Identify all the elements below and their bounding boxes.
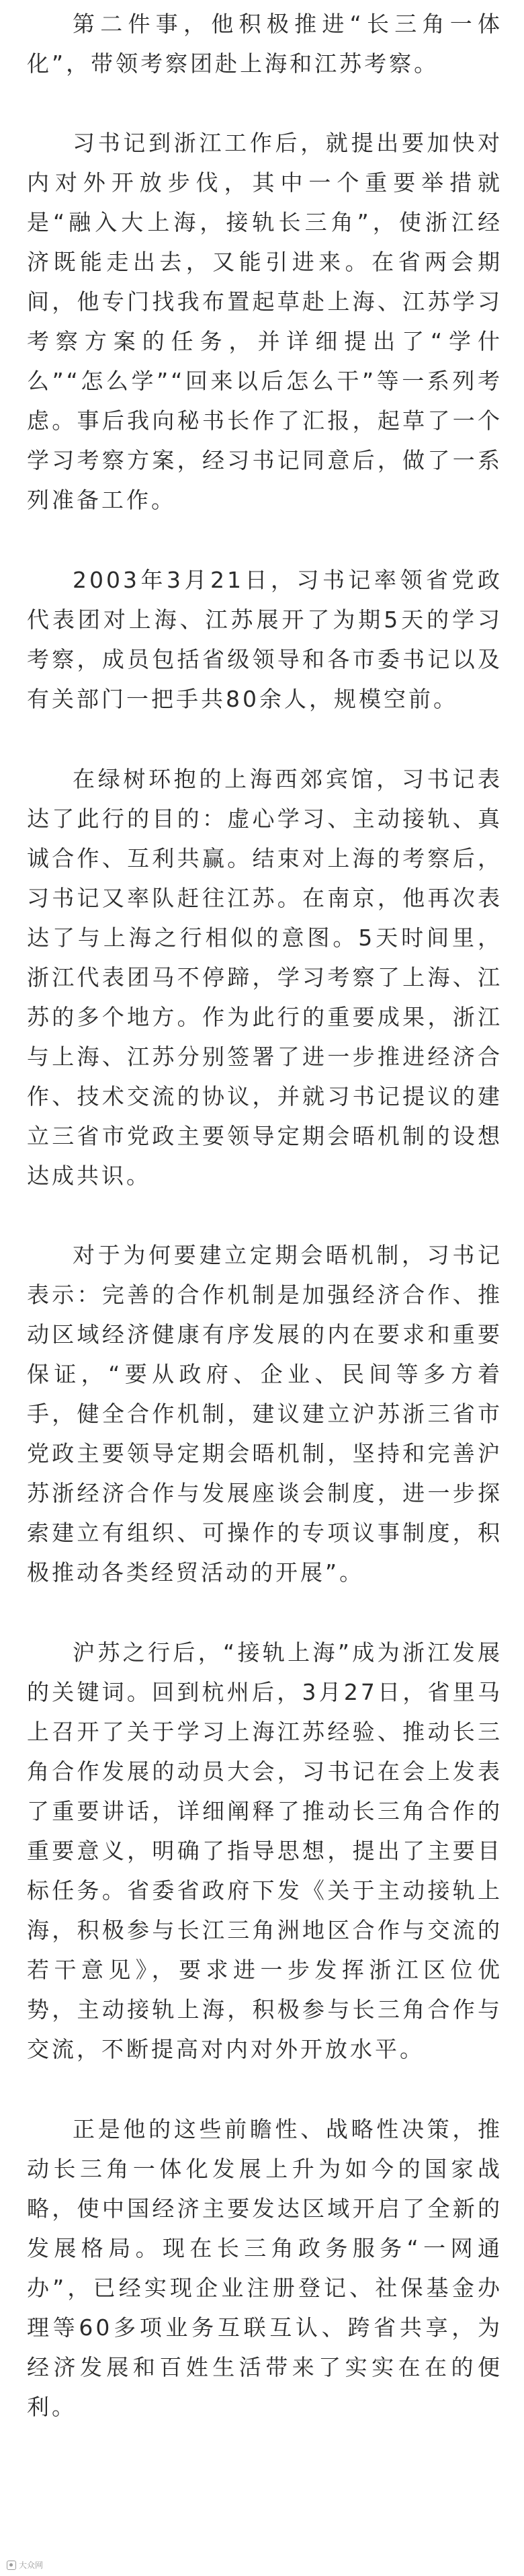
article-paragraph: 对于为何要建立定期会晤机制，习书记表示：完善的合作机制是加强经济合作、推动区域经济健康有序发展的内在要求和重要保证，“要从政府、企业、民间等多方着手，健全合作机制，建议建立沪苏浙三省市党政主要领导定期会晤机制，坚持和完善沪苏浙经济合作与发展座谈会制度，进一步探索建立有组织、可操作的专项议事制度，积极推动各类经贸活动的开展”。 — [27, 1242, 503, 1586]
article-paragraph: 2003年3月21日，习书记率领省党政代表团对上海、江苏展开了为期5天的学习考察，成员包括省级领导和各市委书记以及有关部门一把手共80余人，规模空前。 — [27, 567, 503, 712]
article-paragraph: 第二件事，他积极推进“长三角一体化”，带领考察团赴上海和江苏考察。 — [27, 11, 503, 77]
article-paragraph: 在绿树环抱的上海西郊宾馆，习书记表达了此行的目的：虚心学习、主动接轨、真诚合作、互利共赢。结束对上海的考察后，习书记又率队赶往江苏。在南京，他再次表达了与上海之行相似的意图。5天时间里，浙江代表团马不停蹄，学习考察了上海、江苏的多个地方。作为此行的重要成果，浙江与上海、江苏分别签署了进一步推进经济合作、技术交流的协议，并就习书记提议的建立三省市党政主要领导定期会晤机制的设想达成共识。 — [27, 766, 503, 1189]
article-paragraph: 沪苏之行后，“接轨上海”成为浙江发展的关键词。回到杭州后，3月27日，省里马上召开了关于学习上海江苏经验、推动长三角合作发展的动员大会，习书记在会上发表了重要讲话，详细阐释了推动长三角合作的重要意义，明确了指导思想，提出了主要目标任务。省委省政府下发《关于主动接轨上海，积极参与长江三角洲地区合作与交流的若干意见》，要求进一步发挥浙江区位优势，主动接轨上海，积极参与长三角合作与交流，不断提高对内对外开放水平。 — [27, 1639, 503, 2062]
article-paragraph: 正是他的这些前瞻性、战略性决策，推动长三角一体化发展上升为如今的国家战略，使中国经济主要发达区域开启了全新的发展格局。现在长三角政务服务“一网通办”，已经实现企业注册登记、社保基金办理等60多项业务互联互认、跨省共享，为经济发展和百姓生活带来了实实在在的便利。 — [27, 2116, 503, 2420]
article-paragraph: 习书记到浙江工作后，就提出要加快对内对外开放步伐，其中一个重要举措就是“融入大上海，接轨长三角”，使浙江经济既能走出去，又能引进来。在省两会期间，他专门找我布置起草赴上海、江苏学习考察方案的任务，并详细提出了“学什么”“怎么学”“回来以后怎么干”等一系列考虑。事后我向秘书长作了汇报，起草了一个学习考察方案，经习书记同意后，做了一系列准备工作。 — [27, 130, 503, 513]
watermark-text: 大众网 — [19, 2561, 44, 2570]
watermark — [7, 2559, 43, 2571]
logo-icon — [7, 2561, 16, 2570]
